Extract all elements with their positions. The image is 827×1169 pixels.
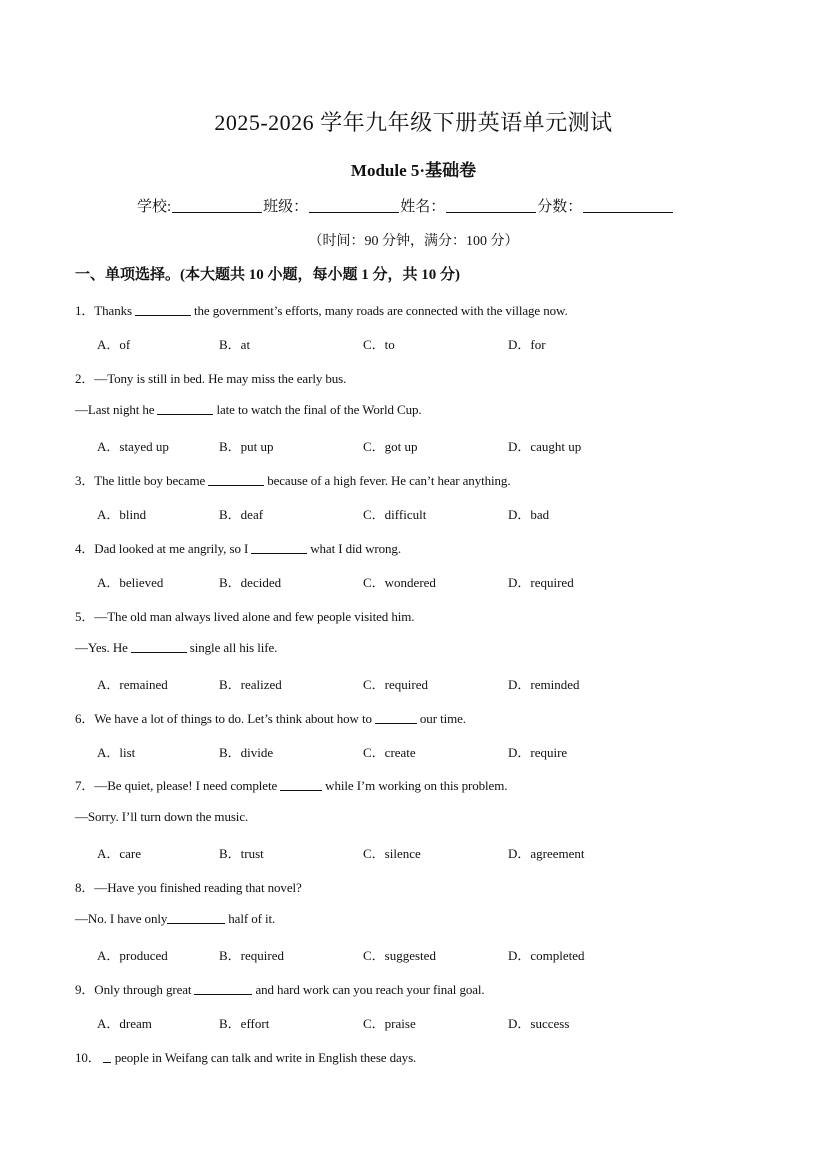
answer-blank[interactable] [103, 1050, 111, 1063]
option-d[interactable]: D．required [508, 575, 574, 590]
option-a[interactable]: A．remained [97, 677, 168, 692]
exam-subtitle: Module 5·基础卷 [350, 161, 477, 180]
question-7-line-2: —Sorry. I’ll turn down the music. [75, 809, 249, 824]
option-d[interactable]: D．success [508, 1016, 570, 1031]
question-3-line-1: 3．The little boy became because of a high fever. He can’t hear anything. [75, 473, 511, 488]
option-d[interactable]: D．for [508, 337, 546, 352]
option-c[interactable]: C．got up [363, 439, 418, 454]
option-b[interactable]: B．deaf [219, 507, 264, 522]
option-d[interactable]: D．bad [508, 507, 550, 522]
option-d[interactable]: D．agreement [508, 846, 585, 861]
option-b[interactable]: B．divide [219, 745, 274, 760]
option-d[interactable]: D．require [508, 745, 568, 760]
question-8-line-2: —No. I have only half of it. [75, 911, 276, 926]
question-2-line-2: —Last night he late to watch the final of the World Cup. [75, 402, 422, 417]
option-c[interactable]: C．wondered [363, 575, 436, 590]
option-a[interactable]: A．produced [97, 948, 168, 963]
question-8-line-1: 8．—Have you finished reading that novel? [75, 880, 302, 895]
option-a[interactable]: A．believed [97, 575, 164, 590]
answer-blank[interactable] [167, 911, 225, 924]
option-c[interactable]: C．silence [363, 846, 421, 861]
option-b[interactable]: B．at [219, 337, 251, 352]
option-d[interactable]: D．caught up [508, 439, 582, 454]
option-b[interactable]: B．realized [219, 677, 282, 692]
option-b[interactable]: B．trust [219, 846, 264, 861]
option-c[interactable]: C．difficult [363, 507, 427, 522]
answer-blank[interactable] [208, 473, 264, 486]
option-b[interactable]: B．required [219, 948, 284, 963]
answer-blank[interactable] [135, 303, 191, 316]
question-4-line-1: 4．Dad looked at me angrily, so I what I did wrong. [75, 541, 401, 556]
school-label: 学校: [137, 199, 172, 215]
option-b[interactable]: B．effort [219, 1016, 270, 1031]
answer-blank[interactable] [251, 541, 307, 554]
question-5-line-2: —Yes. He single all his life. [75, 640, 278, 655]
answer-blank[interactable] [194, 982, 252, 995]
exam-title: 2025-2026 学年九年级下册英语单元测试 [214, 110, 613, 135]
option-a[interactable]: A．blind [97, 507, 147, 522]
option-a[interactable]: A．of [97, 337, 131, 352]
option-c[interactable]: C．praise [363, 1016, 416, 1031]
question-5-line-1: 5．—The old man always lived alone and few people visited him. [75, 609, 415, 624]
name-blank[interactable] [446, 196, 536, 213]
question-6-line-1: 6．We have a lot of things to do. Let’s think about how to our time. [75, 711, 466, 726]
question-2-line-1: 2．—Tony is still in bed. He may miss the early bus. [75, 371, 347, 386]
question-9-line-1: 9．Only through great and hard work can you reach your final goal. [75, 982, 485, 997]
answer-blank[interactable] [375, 711, 417, 724]
option-c[interactable]: C．to [363, 337, 395, 352]
option-a[interactable]: A．dream [97, 1016, 152, 1031]
answer-blank[interactable] [280, 778, 322, 791]
student-info-row [137, 195, 674, 216]
name-label: 姓名： [400, 199, 446, 215]
option-b[interactable]: B．put up [219, 439, 274, 454]
question-10-line-1: 10． people in Weifang can talk and write in English these days. [75, 1050, 417, 1065]
option-a[interactable]: A．care [97, 846, 142, 861]
section-heading: 一、单项选择。(本大题共 10 小题，每小题 1 分，共 10 分) [75, 267, 460, 283]
option-a[interactable]: A．stayed up [97, 439, 169, 454]
answer-blank[interactable] [131, 640, 187, 653]
option-d[interactable]: D．completed [508, 948, 585, 963]
option-c[interactable]: C．create [363, 745, 416, 760]
score-blank[interactable] [583, 196, 673, 213]
option-c[interactable]: C．required [363, 677, 428, 692]
class-blank[interactable] [309, 196, 399, 213]
option-c[interactable]: C．suggested [363, 948, 436, 963]
question-1-line-1: 1．Thanks the government’s efforts, many roads are connected with the village now. [75, 303, 568, 318]
class-label: 班级： [263, 199, 309, 215]
answer-blank[interactable] [157, 402, 213, 415]
time-info: （时间：90 分钟，满分：100 分） [308, 234, 519, 249]
school-blank[interactable] [172, 196, 262, 213]
score-label: 分数： [537, 199, 583, 215]
option-b[interactable]: B．decided [219, 575, 282, 590]
question-7-line-1: 7．—Be quiet, please! I need complete while I’m working on this problem. [75, 778, 508, 793]
option-d[interactable]: D．reminded [508, 677, 580, 692]
option-a[interactable]: A．list [97, 745, 136, 760]
